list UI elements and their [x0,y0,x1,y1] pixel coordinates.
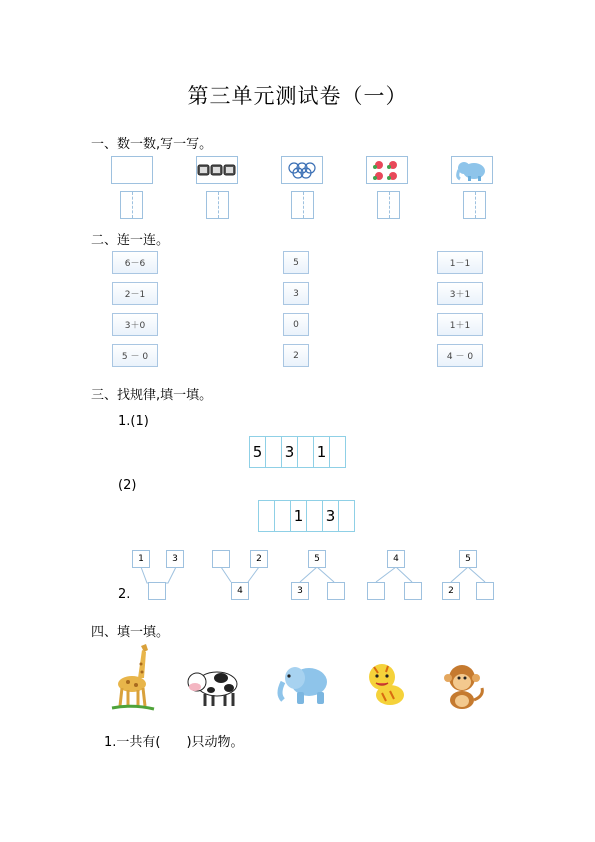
tree-top-box[interactable]: 5 [308,550,326,568]
tree-top-box[interactable]: 3 [166,550,184,568]
question-label: 2. [118,587,131,602]
expression-card[interactable]: 5 － 0 [112,344,158,367]
page-title: 第三单元测试卷（一） [187,84,408,108]
cow-icon [185,662,241,710]
expression-card[interactable]: 2－1 [112,282,158,305]
tree-bottom-box[interactable] [148,582,166,600]
tree-bottom-box[interactable] [404,582,422,600]
tree-top-box[interactable]: 2 [250,550,268,568]
section-1-heading: 一、数一数,写一写。 [91,137,213,152]
expression-card[interactable]: 3＋1 [437,282,483,305]
pattern-cell[interactable]: 3 [282,436,298,468]
number-card[interactable]: 2 [283,344,309,367]
section-4-heading: 四、填一填。 [91,625,170,640]
pattern-cell[interactable]: 1 [314,436,330,468]
expression-card[interactable]: 6－6 [112,251,158,274]
tree-bottom-box[interactable]: 3 [291,582,309,600]
elephant-icon [275,660,331,710]
tree-bottom-box[interactable]: 4 [231,582,249,600]
tiger-icon [360,657,412,711]
pattern-cell[interactable]: 1 [291,500,307,532]
number-card[interactable]: 5 [283,251,309,274]
pattern-cell[interactable]: 5 [250,436,266,468]
expression-card[interactable]: 3＋0 [112,313,158,336]
question-label: 1.(1) [118,414,149,429]
tree-bottom-box[interactable] [367,582,385,600]
tree-top-box[interactable]: 4 [387,550,405,568]
question-text: 1.一共有( )只动物。 [104,735,244,750]
tree-top-box[interactable] [212,550,230,568]
question-label: (2) [118,478,137,493]
section-2-heading: 二、连一连。 [91,233,170,248]
tree-top-box[interactable]: 1 [132,550,150,568]
monkey-icon [440,660,488,710]
tree-bottom-box[interactable]: 2 [442,582,460,600]
giraffe-icon [108,642,158,714]
expression-card[interactable]: 4 － 0 [437,344,483,367]
pattern-cell[interactable]: 3 [323,500,339,532]
number-card[interactable]: 0 [283,313,309,336]
tree-bottom-box[interactable] [327,582,345,600]
tree-bottom-box[interactable] [476,582,494,600]
section-3-heading: 三、找规律,填一填。 [91,388,213,403]
tree-top-box[interactable]: 5 [459,550,477,568]
number-card[interactable]: 3 [283,282,309,305]
expression-card[interactable]: 1－1 [437,251,483,274]
expression-card[interactable]: 1＋1 [437,313,483,336]
